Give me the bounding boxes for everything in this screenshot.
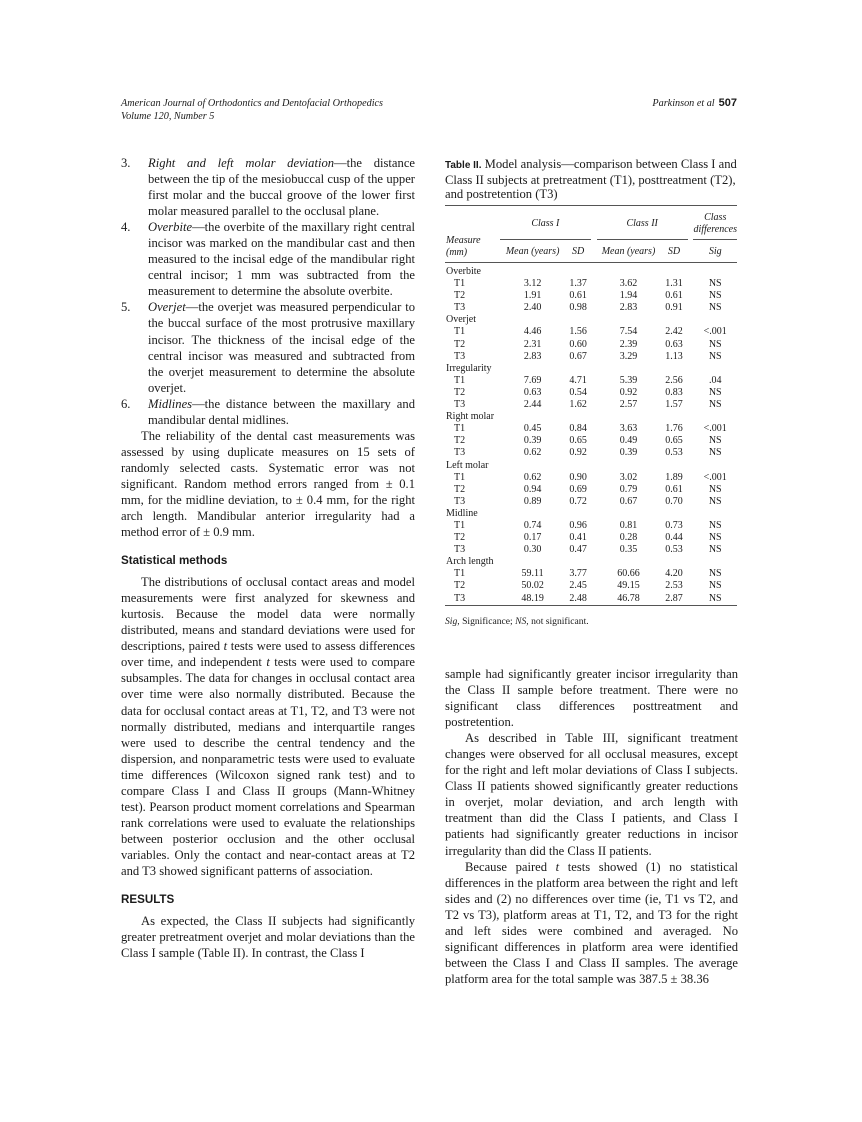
significance: NS bbox=[708, 495, 722, 507]
mean-class-i: 59.11 bbox=[521, 568, 544, 580]
mean-class-ii: 60.66 bbox=[617, 568, 640, 580]
journal-info bbox=[121, 97, 383, 123]
mean-class-ii: 0.92 bbox=[619, 386, 638, 398]
left-column bbox=[121, 155, 415, 961]
header-class-differences: Class differences bbox=[693, 206, 737, 240]
author-page bbox=[652, 97, 737, 110]
mean-class-ii: 0.79 bbox=[619, 483, 638, 495]
sd-class-i: 0.54 bbox=[569, 386, 587, 398]
timepoint: T2 bbox=[454, 483, 466, 495]
mean-class-i: 1.91 bbox=[523, 290, 542, 302]
header-measure: Measure (mm) bbox=[446, 235, 481, 258]
sd-class-i: 2.48 bbox=[569, 592, 587, 604]
table-category-row bbox=[445, 266, 737, 278]
significance: NS bbox=[708, 399, 722, 411]
sd-class-i: 0.84 bbox=[569, 423, 587, 435]
mean-class-ii: 0.67 bbox=[619, 495, 638, 507]
sd-class-ii: 0.70 bbox=[665, 495, 683, 507]
mean-class-ii: 0.35 bbox=[619, 544, 638, 556]
table-row bbox=[445, 375, 737, 387]
sd-class-i: 1.56 bbox=[569, 326, 587, 338]
mean-class-i: 7.69 bbox=[523, 374, 542, 386]
table-row bbox=[445, 423, 737, 435]
significance: NS bbox=[708, 338, 722, 350]
sd-class-ii: 0.53 bbox=[665, 447, 683, 459]
significance: NS bbox=[708, 580, 722, 592]
sd-class-ii: 4.20 bbox=[665, 568, 683, 580]
sd-class-ii: 0.73 bbox=[665, 519, 683, 531]
mean-class-i: 0.62 bbox=[523, 447, 542, 459]
mean-class-i: 50.02 bbox=[521, 580, 544, 592]
category-label: Midline bbox=[446, 507, 478, 519]
sd-class-ii: 0.83 bbox=[665, 386, 683, 398]
significance: <.001 bbox=[703, 471, 727, 483]
sd-class-ii: 2.42 bbox=[665, 326, 683, 338]
timepoint: T2 bbox=[454, 338, 466, 350]
mean-class-i: 0.17 bbox=[523, 532, 542, 544]
category-label: Right molar bbox=[446, 411, 495, 423]
mean-class-i: 2.44 bbox=[523, 399, 542, 411]
mean-class-i: 0.94 bbox=[523, 483, 542, 495]
mean-class-ii: 5.39 bbox=[619, 374, 638, 386]
table-category-row bbox=[445, 460, 737, 472]
section-heading-statistical-methods: Statistical methods bbox=[121, 554, 228, 568]
table-category-row bbox=[445, 508, 737, 520]
italic-t: t bbox=[555, 859, 560, 874]
table-category-row bbox=[445, 314, 737, 326]
timepoint: T2 bbox=[454, 532, 466, 544]
category-label: Left molar bbox=[446, 459, 489, 471]
sd-class-i: 0.47 bbox=[569, 544, 587, 556]
list-number: 6. bbox=[121, 396, 131, 411]
list-item-overbite bbox=[121, 219, 415, 299]
table-row bbox=[445, 568, 737, 580]
mean-class-ii: 46.78 bbox=[617, 592, 640, 604]
significance: NS bbox=[708, 290, 722, 302]
table-row bbox=[445, 435, 737, 447]
text-run: tests showed (1) no statistical differences in the platform area between the right and left sides and (2) no differences over time (ie, T1 vs T2, and T2 vs T3), platform areas at T1, T2, and T3 for the right and left sides were combined and averaged. No significant differences in platform area were identified between the Class I and Class II samples. The average platform area for the total sample was 387.5 ± 38.36 bbox=[445, 859, 738, 986]
significance: NS bbox=[708, 483, 722, 495]
table-iii-paragraph: As described in Table III, significant treatment changes were observed for all occlusal measures, except for the right and left molar deviations of Class I subjects. Class II patients showed significantly greater reductions in overjet, molar deviation, and arch length with treatment than did the Class I patients, and Class I patients had significantly greater reductions in incisor irregularity than did the Class II patients. bbox=[445, 731, 738, 858]
sd-class-ii: 0.53 bbox=[665, 544, 683, 556]
mean-class-i: 2.31 bbox=[523, 338, 542, 350]
journal-volume: Volume 120, Number 5 bbox=[121, 111, 215, 122]
header-class-ii: Class II bbox=[597, 206, 688, 240]
table-body bbox=[445, 263, 737, 609]
table-row bbox=[445, 399, 737, 411]
footnote-def: not significant. bbox=[528, 615, 589, 627]
significance: NS bbox=[708, 350, 722, 362]
mean-class-ii: 3.29 bbox=[619, 350, 638, 362]
mean-class-ii: 0.81 bbox=[619, 519, 638, 531]
sd-class-ii: 1.76 bbox=[665, 423, 683, 435]
mean-class-ii: 49.15 bbox=[617, 580, 640, 592]
list-item-midlines bbox=[121, 396, 415, 428]
sd-class-i: 0.69 bbox=[569, 483, 587, 495]
header-mean-class-i: Mean (years) bbox=[505, 246, 560, 257]
table-row bbox=[445, 472, 737, 484]
sd-class-ii: 1.57 bbox=[665, 399, 683, 411]
sd-class-ii: 0.65 bbox=[665, 435, 683, 447]
list-term: Overbite bbox=[148, 220, 193, 235]
sd-class-i: 4.71 bbox=[569, 374, 587, 386]
sd-class-i: 2.45 bbox=[569, 580, 587, 592]
header-sd-class-ii: SD bbox=[667, 246, 681, 257]
mean-class-i: 0.45 bbox=[523, 423, 542, 435]
list-number: 4. bbox=[121, 220, 131, 235]
table-footnote bbox=[445, 616, 737, 627]
sd-class-i: 0.92 bbox=[569, 447, 587, 459]
timepoint: T3 bbox=[454, 350, 466, 362]
timepoint: T3 bbox=[454, 592, 466, 604]
sd-class-ii: 2.53 bbox=[665, 580, 683, 592]
table-caption bbox=[445, 157, 737, 201]
list-text: —the distance between the maxillary and mandibular dental midlines. bbox=[148, 396, 415, 427]
italic-t: t bbox=[266, 655, 270, 670]
mean-class-i: 0.30 bbox=[523, 544, 542, 556]
model-analysis-table bbox=[445, 206, 737, 609]
sd-class-i: 0.61 bbox=[569, 290, 587, 302]
timepoint: T3 bbox=[454, 302, 466, 314]
sd-class-i: 0.60 bbox=[569, 338, 587, 350]
mean-class-ii: 3.62 bbox=[619, 278, 638, 290]
category-label: Overbite bbox=[446, 266, 481, 277]
table-row bbox=[445, 278, 737, 290]
sd-class-ii: 0.61 bbox=[665, 483, 683, 495]
mean-class-i: 0.39 bbox=[523, 435, 542, 447]
sd-class-ii: 1.31 bbox=[665, 278, 683, 290]
table-row bbox=[445, 302, 737, 314]
table-ii bbox=[445, 157, 737, 627]
mean-class-ii: 0.28 bbox=[619, 532, 638, 544]
caption-text: Model analysis—comparison between Class I and Class II subjects at pretreatment (T1), posttreatment (T2), and postretention (T3) bbox=[445, 157, 737, 201]
sd-class-ii: 1.89 bbox=[665, 471, 683, 483]
header-sig: Sig bbox=[708, 246, 722, 257]
significance: NS bbox=[708, 278, 722, 290]
category-label: Overjet bbox=[446, 314, 476, 326]
page-number: 507 bbox=[718, 97, 737, 109]
mean-class-i: 2.40 bbox=[523, 302, 542, 314]
table-row bbox=[445, 520, 737, 532]
sd-class-i: 0.41 bbox=[569, 532, 587, 544]
table-row bbox=[445, 339, 737, 351]
significance: NS bbox=[708, 544, 722, 556]
list-item-molar-deviation bbox=[121, 155, 415, 219]
sd-class-ii: 0.61 bbox=[665, 290, 683, 302]
sd-class-ii: 0.63 bbox=[665, 338, 683, 350]
table-category-row bbox=[445, 363, 737, 375]
sd-class-ii: 0.44 bbox=[665, 532, 683, 544]
mean-class-ii: 1.94 bbox=[619, 290, 638, 302]
table-row bbox=[445, 290, 737, 302]
mean-class-ii: 3.02 bbox=[619, 471, 638, 483]
sd-class-i: 0.65 bbox=[569, 435, 587, 447]
mean-class-i: 48.19 bbox=[521, 592, 544, 604]
list-number: 3. bbox=[121, 156, 131, 170]
significance: .04 bbox=[708, 374, 722, 386]
timepoint: T1 bbox=[454, 568, 466, 580]
list-term: Midlines bbox=[148, 396, 193, 411]
significance: NS bbox=[708, 386, 722, 398]
sd-class-ii: 1.13 bbox=[665, 350, 683, 362]
timepoint: T1 bbox=[454, 423, 466, 435]
header-mean-class-ii: Mean (years) bbox=[601, 246, 656, 257]
sd-class-ii: 2.56 bbox=[665, 374, 683, 386]
timepoint: T3 bbox=[454, 495, 466, 507]
mean-class-ii: 2.83 bbox=[619, 302, 638, 314]
list-term: Right and left molar deviation bbox=[148, 156, 335, 170]
mean-class-i: 0.63 bbox=[523, 386, 542, 398]
significance: NS bbox=[708, 447, 722, 459]
category-label: Arch length bbox=[446, 556, 494, 568]
mean-class-i: 0.89 bbox=[523, 495, 542, 507]
category-label: Irregularity bbox=[446, 362, 492, 374]
italic-t: t bbox=[223, 639, 228, 654]
mean-class-ii: 0.39 bbox=[619, 447, 638, 459]
text-run: tests were used to assess differences over time, and independent bbox=[121, 639, 415, 670]
list-text: —the overbite of the maxillary right central incisor was marked on the mandibular cast and then measured to the incisal edge of the mandibular right central incisor; 1 mm was subtracted from the measurement to determine the absolute overbite. bbox=[148, 220, 415, 299]
table-row bbox=[445, 532, 737, 544]
list-item-overjet bbox=[121, 299, 415, 395]
significance: <.001 bbox=[703, 326, 727, 338]
text-run: The distributions of occlusal contact areas and model measurements were first analyzed for skewness and kurtosis. Because the model data were normally distributed, means and standard deviations were used for descriptions, paired bbox=[121, 575, 415, 654]
significance: NS bbox=[708, 519, 722, 531]
header-sd-class-i: SD bbox=[572, 246, 585, 257]
timepoint: T1 bbox=[454, 374, 466, 386]
footnote-def: Significance; bbox=[459, 615, 516, 627]
list-text: —the distance between the tip of the mesiobuccal cusp of the upper first molar and the buccal groove of the lower first molar measured parallel to the occlusal plane. bbox=[148, 156, 415, 219]
footnote-abbr: Sig, bbox=[445, 615, 460, 627]
list-number: 5. bbox=[121, 300, 131, 315]
header-class-i: Class I bbox=[500, 206, 591, 240]
platform-paragraph bbox=[445, 859, 738, 987]
timepoint: T3 bbox=[454, 544, 466, 556]
sd-class-i: 0.98 bbox=[569, 302, 587, 314]
sd-class-i: 0.67 bbox=[569, 350, 587, 362]
timepoint: T2 bbox=[454, 290, 466, 302]
table-category-row bbox=[445, 411, 737, 423]
statistical-methods-paragraph bbox=[121, 574, 415, 879]
table-row bbox=[445, 580, 737, 592]
sd-class-i: 0.96 bbox=[569, 519, 587, 531]
footnote-abbr: NS, bbox=[515, 615, 529, 627]
significance: NS bbox=[708, 302, 722, 314]
table-row bbox=[445, 593, 737, 606]
table-row bbox=[445, 496, 737, 508]
timepoint: T2 bbox=[454, 580, 466, 592]
significance: NS bbox=[708, 568, 722, 580]
timepoint: T1 bbox=[454, 519, 466, 531]
text-run: tests were used to compare subsamples. The data for changes in occlusal contact area over time were also normally distributed. Because the data for occlusal contact areas at T1, T2, and T3 were not normally distributed, medians and interquartile ranges were used to describe the central tendency and the dispersion, and nonparametric tests were used to evaluate time differences (Wilcoxon signed rank test) and to compare Class I and Class II groups (Mann-Whitney test). Pearson product moment correlations and Spearman rank correlations were used to evaluate the relationships between posterior occlusion and the other occlusal variables. Only the contact and near-contact areas at T2 and T3 showed significant patterns of association. bbox=[121, 655, 415, 878]
significance: NS bbox=[708, 532, 722, 544]
table-category-row bbox=[445, 556, 737, 568]
table-row bbox=[445, 387, 737, 399]
timepoint: T2 bbox=[454, 386, 466, 398]
significance: NS bbox=[708, 435, 722, 447]
list-term: Overjet bbox=[148, 300, 186, 315]
sd-class-i: 1.37 bbox=[569, 278, 587, 290]
right-column bbox=[445, 666, 738, 987]
text-run: Because paired bbox=[465, 859, 556, 874]
mean-class-ii: 7.54 bbox=[619, 326, 638, 338]
sd-class-ii: 0.91 bbox=[665, 302, 683, 314]
mean-class-i: 0.74 bbox=[523, 519, 542, 531]
running-authors: Parkinson et al bbox=[652, 98, 715, 109]
sd-class-i: 3.77 bbox=[569, 568, 587, 580]
timepoint: T2 bbox=[454, 435, 466, 447]
timepoint: T3 bbox=[454, 399, 466, 411]
mean-class-i: 4.46 bbox=[523, 326, 542, 338]
section-heading-results: RESULTS bbox=[121, 893, 175, 907]
results-paragraph: As expected, the Class II subjects had significantly greater pretreatment overjet and molar deviations than the Class I sample (Table II). In contrast, the Class I bbox=[121, 914, 415, 961]
sd-class-i: 0.72 bbox=[569, 495, 587, 507]
mean-class-i: 0.62 bbox=[523, 471, 542, 483]
mean-class-ii: 3.63 bbox=[619, 423, 638, 435]
sd-class-ii: 2.87 bbox=[665, 592, 683, 604]
continuation-paragraph: sample had significantly greater incisor irregularity than the Class II sample before treatment. There were no significant class differences posttreatment and postretention. bbox=[445, 667, 738, 730]
mean-class-i: 3.12 bbox=[523, 278, 542, 290]
mean-class-ii: 0.49 bbox=[619, 435, 638, 447]
list-text: —the overjet was measured perpendicular to the buccal surface of the most protrusive maxillary incisor. The thickness of the incisal edge of the central incisor was measured and subtracted from the overjet measurement to determine the absolute overjet. bbox=[148, 300, 415, 395]
timepoint: T1 bbox=[454, 471, 466, 483]
sd-class-i: 1.62 bbox=[569, 399, 587, 411]
table-row bbox=[445, 326, 737, 338]
table-row bbox=[445, 484, 737, 496]
table-row bbox=[445, 351, 737, 363]
table-label: Table II. bbox=[445, 160, 482, 171]
timepoint: T1 bbox=[454, 326, 466, 338]
significance: <.001 bbox=[703, 423, 727, 435]
significance: NS bbox=[708, 592, 722, 604]
sd-class-i: 0.90 bbox=[569, 471, 587, 483]
timepoint: T3 bbox=[454, 447, 466, 459]
reliability-paragraph: The reliability of the dental cast measurements was assessed by using duplicate measures on 15 sets of randomly selected casts. Systematic error was not significant. Random method errors ranged from ± 0.1 mm, for the midline deviation, to ± 0.4 mm, for the right arch length. Mandibular anterior irregularity had a method error of ± 0.9 mm. bbox=[121, 428, 415, 540]
table-row bbox=[445, 447, 737, 459]
mean-class-ii: 2.39 bbox=[619, 338, 638, 350]
mean-class-i: 2.83 bbox=[523, 350, 542, 362]
journal-title: American Journal of Orthodontics and Dentofacial Orthopedics bbox=[121, 98, 384, 109]
mean-class-ii: 2.57 bbox=[619, 399, 638, 411]
timepoint: T1 bbox=[454, 278, 466, 290]
table-row bbox=[445, 544, 737, 556]
